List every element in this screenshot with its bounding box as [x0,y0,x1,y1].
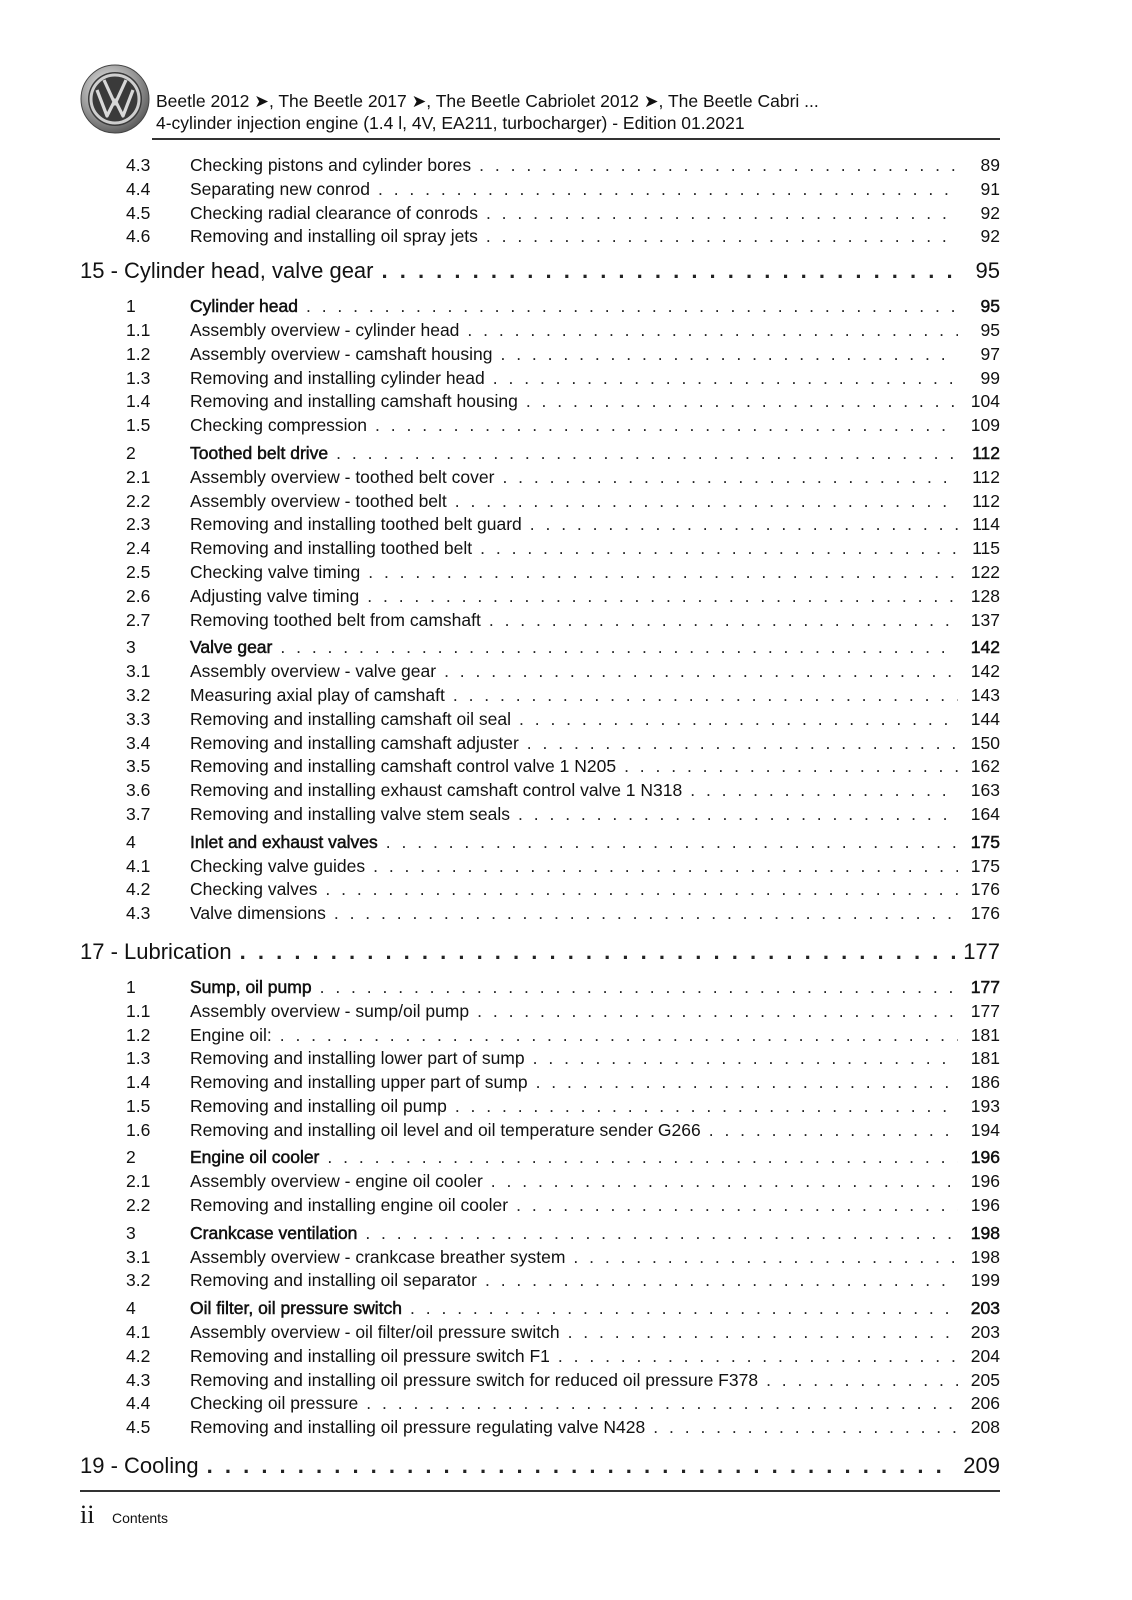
header-rule [152,138,1000,140]
footer-label: Contents [112,1510,169,1526]
toc-entry-row[interactable] [80,1120,1000,1144]
toc-dot-leader [485,1270,958,1291]
toc-entry-row[interactable] [80,685,1000,709]
toc-dot-leader [368,562,958,583]
toc-dot-leader [500,344,958,365]
toc-chapter-row[interactable] [80,1453,1000,1487]
toc-entry-number: 1.2 [126,343,151,364]
toc-entry-title: Separating new conrod [190,178,370,199]
toc-entry-page: 97 [980,343,1000,364]
header-line-2: 4-cylinder injection engine (1.4 l, 4V, EA211, turbocharger) - Edition 01.2021 [156,113,745,133]
toc-entry-title: Removing and installing oil pressure switch for reduced oil pressure F378 [190,1369,759,1390]
toc-entry-number: 2.7 [126,609,151,630]
toc-entry-title: Crankcase ventilation [190,1222,358,1243]
toc-entry-row[interactable] [80,733,1000,757]
toc-entry-number: 1.5 [126,415,151,436]
toc-dot-leader [207,1453,956,1479]
toc-entry-page: 104 [970,391,1000,412]
toc-dot-leader [624,756,958,777]
toc-entry-number: 4 [126,1298,136,1319]
toc-entry-title: Checking pistons and cylinder bores [190,155,472,175]
toc-entry-number: 3.2 [126,1270,151,1291]
toc-entry-page: 198 [970,1246,1000,1267]
toc-section-row[interactable] [80,977,1000,1001]
toc-entry-page: 177 [963,938,1000,964]
toc-entry-page: 92 [980,202,1000,223]
toc-dot-leader [489,610,958,631]
toc-entry-row[interactable] [80,1048,1000,1072]
toc-entry-number: 1.4 [126,1072,151,1093]
toc-entry-page: 177 [970,976,1000,997]
toc-entry-number: 1.5 [126,1095,151,1116]
toc-entry-page: 181 [970,1048,1000,1069]
toc-entry-title: Assembly overview - sump/oil pump [190,1000,470,1021]
toc-entry-page: 205 [970,1369,1000,1390]
toc-entry-page: 186 [970,1072,1000,1093]
toc-entry-row[interactable] [80,179,1000,203]
toc-entry-title: Removing and installing camshaft control valve 1 N205 [190,756,617,777]
toc-entry-number: 3.3 [126,708,151,729]
toc-entry-row[interactable] [80,1417,1000,1441]
toc-entry-title: Removing and installing camshaft adjuster [190,732,519,753]
toc-dot-leader [327,1147,958,1168]
toc-dot-leader [280,1025,958,1046]
toc-entry-row[interactable] [80,1001,1000,1025]
toc-entry-title: Checking compression [190,415,368,436]
toc-entry-page: 193 [970,1095,1000,1116]
toc-dot-leader [480,538,958,559]
toc-entry-number: 4.5 [126,202,151,223]
header-text [156,90,819,134]
toc-entry-number: 4.4 [126,178,151,199]
toc-entry-page: 109 [970,415,1000,436]
toc-dot-leader [410,1298,958,1319]
toc-entry-page: 92 [980,226,1000,247]
toc-entry-number: 2 [126,442,136,463]
toc-dot-leader [378,179,958,200]
toc-entry-row[interactable] [80,1346,1000,1370]
toc-entry-row[interactable] [80,1247,1000,1271]
toc-entry-page: 176 [970,879,1000,900]
toc-entry-number: 1.6 [126,1119,151,1140]
toc-entry-number: 2.1 [126,466,151,487]
toc-section-row[interactable] [80,832,1000,856]
toc-entry-page: 91 [980,178,1000,199]
toc-dot-leader [373,856,958,877]
toc-entry-title: Engine oil: [190,1024,272,1045]
toc-entry-page: 181 [970,1024,1000,1045]
toc-entry-title: Oil filter, oil pressure switch [190,1298,403,1319]
toc-entry-title: Removing and installing exhaust camshaft control valve 1 N318 [190,780,683,801]
toc-entry-page: 95 [980,319,1000,340]
toc-entry-number: 4.6 [126,226,151,247]
toc-entry-page: 196 [970,1147,1000,1168]
toc-dot-leader [375,415,958,436]
toc-entry-number: 2.3 [126,514,151,535]
toc-dot-leader [366,1393,958,1414]
toc-entry-row[interactable] [80,467,1000,491]
toc-dot-leader [502,467,958,488]
toc-entry-page: 175 [970,855,1000,876]
toc-entry-title: Adjusting valve timing [190,585,360,606]
toc-dot-leader [568,1322,958,1343]
toc-entry-number: 4.5 [126,1417,151,1438]
toc-chapter-row[interactable] [80,939,1000,973]
toc-entry-page: 112 [972,490,1000,511]
toc-entry-number: 3 [126,1222,136,1243]
toc-dot-leader [467,320,958,341]
toc-dot-leader [690,780,958,801]
toc-entry-row[interactable] [80,415,1000,439]
toc-entry-title: Removing and installing lower part of sump [190,1048,525,1069]
toc-entry-title: Checking valve guides [190,855,366,876]
toc-entry-page: 89 [980,155,1000,175]
toc-entry-number: 4.3 [126,155,151,175]
toc-entry-title: Assembly overview - toothed belt cover [190,466,495,487]
toc-section-row[interactable] [80,637,1000,661]
toc-dot-leader [526,391,958,412]
table-of-contents [80,155,1000,1487]
toc-entry-title: Assembly overview - toothed belt [190,490,447,511]
toc-entry-page: 164 [970,803,1000,824]
toc-entry-number: 2.5 [126,561,151,582]
toc-entry-number: 2.6 [126,585,151,606]
toc-dot-leader [486,203,958,224]
toc-entry-number: 2.1 [126,1171,151,1192]
toc-dot-leader [491,1171,958,1192]
toc-dot-leader [280,637,958,658]
toc-entry-page: 162 [970,756,1000,777]
toc-entry-title: Removing and installing oil level and oil temperature sender G266 [190,1119,701,1140]
toc-entry-page: 137 [970,609,1000,630]
toc-dot-leader [709,1120,958,1141]
toc-entry-page: 208 [970,1417,1000,1438]
toc-dot-leader [306,296,958,317]
toc-entry-number: 3.1 [126,1246,151,1267]
toc-entry-title: Toothed belt drive [190,442,329,463]
toc-entry-page: 122 [970,561,1000,582]
toc-entry-row[interactable] [80,391,1000,415]
toc-entry-number: 3.5 [126,756,151,777]
toc-entry-number: 4 [126,831,136,852]
toc-entry-title: Checking oil pressure [190,1393,359,1414]
toc-entry-title: Removing and installing camshaft housing [190,391,518,412]
toc-entry-page: 175 [970,831,1000,852]
toc-dot-leader [453,685,958,706]
toc-entry-page: 142 [970,661,1000,682]
toc-entry-row[interactable] [80,562,1000,586]
toc-entry-number: 2 [126,1147,136,1168]
toc-entry-number: 3.1 [126,661,151,682]
toc-entry-title: 17 - Lubrication [80,938,232,964]
toc-entry-page: 142 [970,637,1000,658]
toc-entry-row[interactable] [80,1171,1000,1195]
toc-entry-row[interactable] [80,879,1000,903]
toc-entry-number: 1 [126,296,136,317]
toc-entry-title: Assembly overview - oil filter/oil pressure switch [190,1322,560,1343]
toc-entry-title: Valve gear [190,637,273,658]
toc-entry-title: Removing and installing oil pump [190,1095,447,1116]
toc-entry-row[interactable] [80,514,1000,538]
toc-entry-title: Removing and installing oil spray jets [190,226,478,247]
toc-entry-page: 194 [970,1119,1000,1140]
toc-dot-leader [336,443,958,464]
toc-entry-title: Inlet and exhaust valves [190,831,378,852]
toc-entry-row[interactable] [80,903,1000,927]
toc-dot-leader [365,1223,958,1244]
toc-entry-title: Assembly overview - crankcase breather system [190,1246,566,1267]
toc-dot-leader [573,1247,958,1268]
toc-entry-number: 2.2 [126,490,151,511]
toc-entry-page: 204 [970,1345,1000,1366]
toc-entry-row[interactable] [80,756,1000,780]
toc-entry-title: Assembly overview - camshaft housing [190,343,493,364]
toc-entry-row[interactable] [80,226,1000,250]
toc-entry-title: Removing and installing camshaft oil seal [190,708,511,729]
toc-dot-leader [518,804,958,825]
toc-entry-row[interactable] [80,155,1000,179]
toc-entry-row[interactable] [80,1270,1000,1294]
toc-dot-leader [653,1417,958,1438]
toc-entry-page: 150 [970,732,1000,753]
toc-entry-title: Sump, oil pump [190,976,312,997]
toc-dot-leader [486,226,958,247]
toc-dot-leader [479,155,958,176]
toc-dot-leader [558,1346,958,1367]
toc-entry-row[interactable] [80,856,1000,880]
toc-entry-title: Removing and installing toothed belt guard [190,514,522,535]
toc-entry-number: 3.2 [126,684,151,705]
toc-entry-row[interactable] [80,1025,1000,1049]
toc-entry-page: 143 [970,684,1000,705]
toc-entry-title: Removing and installing cylinder head [190,367,485,388]
toc-section-row[interactable] [80,443,1000,467]
toc-dot-leader [766,1370,958,1391]
toc-entry-title: Engine oil cooler [190,1147,320,1168]
toc-entry-page: 112 [972,466,1000,487]
toc-entry-row[interactable] [80,586,1000,610]
toc-entry-title: Removing and installing oil separator [190,1270,477,1291]
toc-entry-row[interactable] [80,804,1000,828]
toc-entry-number: 1.2 [126,1024,151,1045]
toc-entry-number: 4.3 [126,1369,151,1390]
vw-logo-icon [80,64,150,134]
toc-entry-number: 2.4 [126,538,151,559]
toc-entry-title: Measuring axial play of camshaft [190,684,445,705]
toc-entry-title: Cylinder head [190,296,298,317]
toc-entry-number: 1.1 [126,319,151,340]
header-line-1: Beetle 2012 ➤, The Beetle 2017 ➤, The Beetle Cabriolet 2012 ➤, The Beetle Cabri ... [156,91,819,111]
toc-entry-title: Checking valves [190,879,318,900]
toc-dot-leader [493,368,958,389]
toc-chapter-row[interactable] [80,258,1000,292]
page-header [80,64,1000,140]
toc-entry-title: Removing and installing oil pressure switch F1 [190,1345,550,1366]
toc-entry-row[interactable] [80,1322,1000,1346]
toc-entry-row[interactable] [80,709,1000,733]
toc-entry-page: 206 [970,1393,1000,1414]
toc-entry-page: 95 [980,296,1000,317]
toc-entry-number: 4.1 [126,1322,151,1343]
toc-entry-number: 1.1 [126,1000,151,1021]
toc-dot-leader [444,661,958,682]
toc-entry-row[interactable] [80,1072,1000,1096]
toc-entry-row[interactable] [80,203,1000,227]
toc-entry-title: Assembly overview - cylinder head [190,319,460,340]
toc-entry-title: Assembly overview - engine oil cooler [190,1171,483,1192]
toc-entry-row[interactable] [80,1195,1000,1219]
toc-entry-row[interactable] [80,610,1000,634]
toc-entry-page: 203 [970,1322,1000,1343]
toc-entry-page: 177 [970,1000,1000,1021]
toc-entry-page: 114 [972,514,1000,535]
toc-entry-number: 4.2 [126,1345,151,1366]
toc-entry-title: Checking valve timing [190,561,361,582]
toc-dot-leader [533,1048,958,1069]
toc-entry-page: 203 [970,1298,1000,1319]
toc-entry-page: 199 [970,1270,1000,1291]
toc-entry-page: 209 [963,1453,1000,1479]
toc-dot-leader [320,977,958,998]
footer-page-number: ii [80,1500,95,1529]
toc-entry-title: Removing and installing oil pressure regulating valve N428 [190,1417,646,1438]
toc-entry-page: 112 [972,442,1000,463]
toc-dot-leader [455,1096,958,1117]
toc-entry-title: Removing and installing upper part of sump [190,1072,528,1093]
toc-entry-row[interactable] [80,1096,1000,1120]
toc-entry-page: 115 [972,538,1000,559]
toc-entry-number: 1 [126,976,136,997]
toc-section-row[interactable] [80,1223,1000,1247]
toc-entry-title: Removing and installing engine oil cooler [190,1195,509,1216]
toc-entry-number: 1.3 [126,1048,151,1069]
toc-entry-title: Removing and installing toothed belt [190,538,473,559]
toc-dot-leader [382,258,959,284]
toc-section-row[interactable] [80,296,1000,320]
toc-entry-number: 3.4 [126,732,151,753]
toc-entry-page: 163 [970,780,1000,801]
toc-entry-number: 1.4 [126,391,151,412]
toc-dot-leader [536,1072,958,1093]
toc-entry-row[interactable] [80,538,1000,562]
toc-entry-row[interactable] [80,1393,1000,1417]
toc-entry-title: Assembly overview - valve gear [190,661,437,682]
toc-entry-number: 4.4 [126,1393,151,1414]
toc-entry-number: 3.6 [126,780,151,801]
toc-entry-page: 144 [970,708,1000,729]
page-footer [80,1490,1000,1529]
toc-entry-page: 198 [970,1222,1000,1243]
toc-dot-leader [325,879,958,900]
toc-entry-page: 196 [970,1195,1000,1216]
toc-dot-leader [455,491,958,512]
toc-dot-leader [530,514,958,535]
toc-entry-title: Checking radial clearance of conrods [190,202,478,223]
toc-entry-row[interactable] [80,491,1000,515]
toc-entry-row[interactable] [80,780,1000,804]
toc-entry-row[interactable] [80,344,1000,368]
toc-section-row[interactable] [80,1298,1000,1322]
toc-entry-title: Removing and installing valve stem seals [190,803,511,824]
toc-dot-leader [519,709,958,730]
toc-entry-number: 3 [126,637,136,658]
toc-entry-row[interactable] [80,661,1000,685]
toc-dot-leader [367,586,958,607]
toc-entry-title: Valve dimensions [190,903,326,924]
toc-dot-leader [386,832,958,853]
toc-dot-leader [477,1001,958,1022]
toc-entry-page: 196 [970,1171,1000,1192]
toc-entry-title: 19 - Cooling [80,1453,199,1479]
toc-entry-number: 1.3 [126,367,151,388]
toc-entry-number: 4.2 [126,879,151,900]
toc-dot-leader [516,1195,958,1216]
toc-dot-leader [527,733,958,754]
toc-entry-title: 15 - Cylinder head, valve gear [80,258,374,284]
toc-entry-row[interactable] [80,320,1000,344]
toc-entry-title: Removing toothed belt from camshaft [190,609,481,630]
toc-entry-page: 128 [970,585,1000,606]
toc-entry-number: 3.7 [126,803,151,824]
toc-section-row[interactable] [80,1147,1000,1171]
toc-entry-number: 2.2 [126,1195,151,1216]
toc-entry-row[interactable] [80,368,1000,392]
toc-entry-page: 95 [975,258,1000,284]
toc-entry-page: 99 [980,367,1000,388]
toc-entry-row[interactable] [80,1370,1000,1394]
toc-entry-number: 4.1 [126,855,151,876]
toc-entry-page: 176 [970,903,1000,924]
toc-dot-leader [240,939,956,965]
footer-rule [80,1490,1000,1492]
toc-dot-leader [334,903,958,924]
toc-entry-number: 4.3 [126,903,151,924]
